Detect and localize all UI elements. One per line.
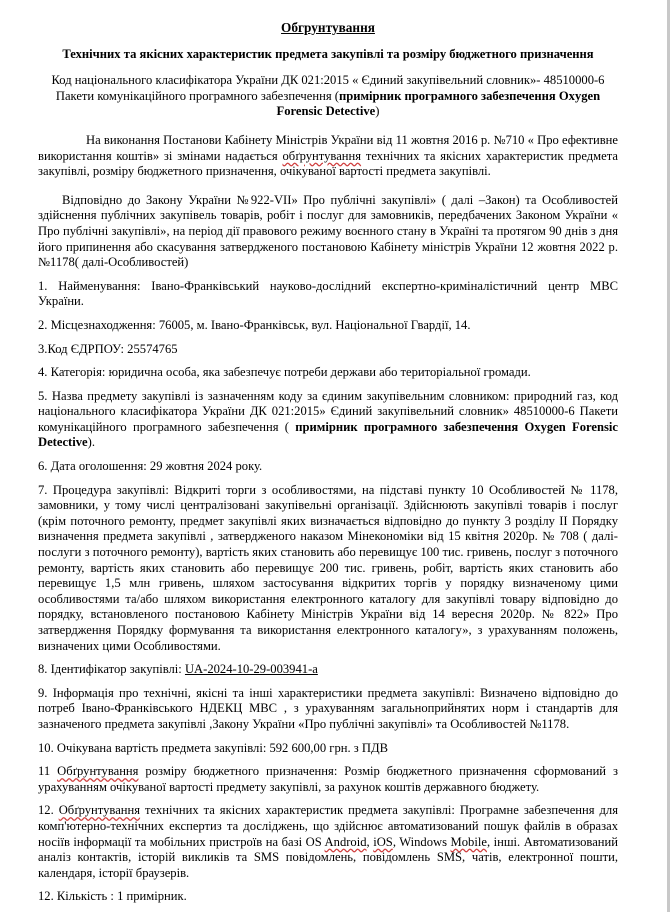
item-11-budget <box>38 764 618 795</box>
item-1-name: 1. Найменування: Івано-Франківський науково-дослідний експертно-криміналістичний центр МВС України. <box>38 278 618 309</box>
item12-num: 12. <box>38 803 59 818</box>
item-7-procedure: 7. Процедура закупівлі: Відкриті торги з особливостями, на підставі пункту 10 Особливостей № 1178, замовники, у тому числі централізовані закупівельні організації. Здійснюють закупівлі товарів і послуг (крім поточного ремонту, предмет закупівлі яких визначається відповідно до пункту 3 розділу ІІ Порядку визначення предмета закупівлі , затвердженого наказом Мінекономіки від 15 квітня 2020р. № 708 ( далі-послуги з поточного ремонту), вартість яких становить або перевищує 100 тис. гривень, послуг з поточного ремонту, вартість яких становить або перевищує 200 тис. гривень, робіт, вартість яких становить або перевищує 1,5 млн гривень, шляхом застосування відкритих торгів у порядку визначеному цими особливостями та/або шляхом використання електронного каталогу для закупівлі товару відповідно до порядку, встановленого постановою Кабінету Міністрів України від 14 вересня 2020р. № 822» Про затвердження Порядку формування та використання електронного каталогу», з урахуванням положень, визначених цими Особливостями. <box>38 482 618 653</box>
classifier-code-close: ) <box>375 104 380 119</box>
intro-paragraph-1 <box>38 133 618 180</box>
item-2-location: 2. Місцезнаходження: 76005, м. Івано-Франківськ, вул. Національної Гвардії, 14. <box>38 317 471 332</box>
item12-ios-word: iOS <box>373 834 393 849</box>
intro1-text-a: На виконання Постанови Кабінету Міністрів України від 11 жовтня 2016 р. №710 « Про ефективне використання коштів» зі змінами надається <box>38 132 618 163</box>
classifier-code-line1: Код національного класифікатора України ДК 021:2015 « Єдиний закупівельний словник»- 48510000-6 <box>51 73 605 88</box>
classifier-code <box>38 73 618 120</box>
item12-mobile-word: Mobile <box>450 834 487 849</box>
item-9-characteristics: 9. Інформація про технічні, якісні та інші характеристики предмета закупівлі: Визначено відповідно до потреб Івано-Франківського НДЕКЦ МВС , з урахуванням загальноприйнятих норм і стандартів для зазначеного предмета закупівлі ,Закону України «Про публічні закупівлі» та Особливостей №1178. <box>38 685 618 731</box>
item-8-identifier <box>38 662 618 678</box>
item-10-expected-cost: 10. Очікувана вартість предмета закупівлі: 592 600,00 грн. з ПДВ <box>38 740 388 755</box>
intro-paragraph-2: Відповідно до Закону України №922-VII» Про публічні закупівлі» ( далі –Закон) та Особливостей здійснення публічних закупівель товарів, робіт і послуг для замовників, передбачених Законом України « Про публічні закупівлі», на період дії правового режиму воєнного стану в Україні та протягом 90 днів з дня його припинення або скасування затвердженого постановою Кабінету міністрів України 12 жовтня 2022 р. №1178( далі-Особливостей) <box>38 192 618 270</box>
item-4-category: 4. Категорія: юридична особа, яка забезпечує потреби держави або територіальної громади. <box>38 365 531 380</box>
document-title: Обгрунтування <box>281 20 375 35</box>
document-subtitle: Технічних та якісних характеристик предмета закупівлі та розміру бюджетного призначення <box>62 46 594 61</box>
item12-text-e: , інші. Автоматизований аналіз контактів, історій викликів та SMS повідомлень, повідомлень SMS, чатів, електронної пошти, календаря, історії браузерів. <box>38 834 619 880</box>
item-3-edrpou: 3.Код ЄДРПОУ: 25574765 <box>38 341 178 356</box>
classifier-code-line2: Пакети комунікаційного програмного забезпечення ( <box>55 88 339 103</box>
item-12-justification <box>38 803 618 881</box>
item-5-subject <box>38 389 618 451</box>
document-page <box>38 0 618 905</box>
item12-android-word: Android <box>324 834 367 849</box>
item5-text-a: 5. Назва предмету закупівлі із зазначенням коду за єдиним закупівельним словником: природний газ, код національного класифікатора України ДК 021:2015» Єдиний закупівельний словник» 48510000-6 Пакети комунікаційного програмного забезпечення ( <box>38 388 618 434</box>
item5-text-c: ). <box>87 435 95 450</box>
software-name: примірник програмного забезпечення Oxygen Forensic Detective <box>276 88 601 119</box>
item12-text-b: технічних та якісних характеристик предмета закупівлі: Програмне забезпечення для комп'ютерно-технічних експертиз та досліджень, що здійснює автоматизований пошук файлів в образах носіїв інформації та мобільних пристроїв на базі OS <box>38 803 618 849</box>
item5-software-name: примірник програмного забезпечення Oxygen Forensic Detective <box>38 419 618 450</box>
intro1-text-b: технічних та якісних характеристик предмета закупівлі, розміру бюджетного призначення, очікуваної вартості предмета закупівлі. <box>38 148 618 179</box>
item-6-date: 6. Дата оголошення: 29 жовтня 2024 року. <box>38 459 263 474</box>
item12-spellcheck-word: Обґрунтування <box>58 803 141 818</box>
item-13-quantity: 12. Кількість : 1 примірник. <box>38 889 187 904</box>
item8-label: 8. Ідентифікатор закупівлі: <box>38 662 185 677</box>
item11-num: 11 <box>38 764 58 779</box>
item12-text-c: , <box>366 834 374 849</box>
intro1-spellcheck-word: обґрунтування <box>282 148 362 163</box>
procurement-id-link[interactable]: UA-2024-10-29-003941-a <box>184 662 318 677</box>
item11-text: розміру бюджетного призначення: Розмір бюджетного призначення сформований з урахуванням очікуваної вартості предмету закупівлі, за рахунок коштів державного бюджету. <box>38 764 618 794</box>
item12-text-d: , Windows <box>392 834 451 849</box>
item11-spellcheck-word: Обґрунтування <box>57 764 139 779</box>
